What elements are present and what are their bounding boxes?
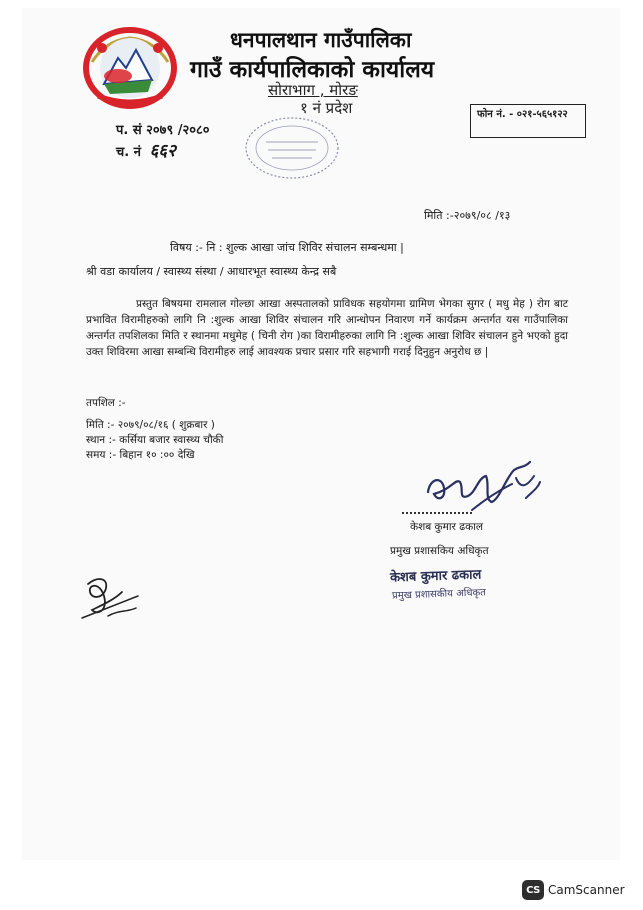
- details-heading: तपशिल :-: [86, 397, 126, 409]
- dispatch-label: च. नं: [116, 145, 141, 160]
- letter-date: मिति :-२०७९/०८ /१३: [424, 209, 511, 222]
- handwritten-signature-icon: [420, 448, 544, 520]
- office-title: गाउँ कार्यपालिकाको कार्यालय: [190, 57, 435, 83]
- details-date: मिति :- २०७९/०८/१६ ( शुक्रबार ): [86, 419, 215, 431]
- nepal-emblem-icon: [82, 22, 178, 110]
- letter-number: प. सं २०७९ /२०८०: [116, 123, 210, 138]
- recipient-line: श्री वडा कार्यालय / स्वास्थ्य संस्था / आधारभूत स्वास्थ्य केन्द्र सबै: [86, 265, 337, 278]
- province-line: १ नं प्रदेश: [300, 99, 353, 117]
- office-stamp-icon: [238, 112, 346, 184]
- dispatch-value: ६६२: [149, 141, 176, 161]
- letter-body: प्रस्तुत बिषयमा रामलाल गोल्छा आखा अस्पतालको प्राविधक सहयोगमा ग्रामिण भेगका सुगर ( मधु मेह ) रोग बाट प्रभावित विरामीहरुको लागि नि :शुल्क आखा शिविर संचालन गरि आन्धोपन निवारण गर्ने कार्यक्रम अन्तर्गत यस गाउँपालिका अन्तर्गत तपशिलका मिति र स्थानमा मधुमेह ( चिनी रोग )का विरामीहरुका लागि नि :शुल्क आखा शिविर संचालन हुने भएको हुदा उक्त शिविरमा आखा सम्बन्धि विरामीहरु लाई आवश्यक प्रचार प्रसार गरि सहभागी गराई दिनुहुन अनुरोध छ |: [86, 298, 568, 358]
- details-place: स्थान :- कर्सिया बजार स्वास्थ्य चौकी: [86, 434, 224, 446]
- signer-name: केशब कुमार ढकाल: [410, 521, 484, 533]
- phone-box: फोन नं. - ०२१-५६५१२२: [470, 104, 586, 138]
- camscanner-watermark: CamScanner: [548, 883, 625, 897]
- name-seal-title: प्रमुख प्रशासकीय अधिकृत: [391, 587, 487, 602]
- signer-title: प्रमुख प्रशासकिय अधिकृत: [390, 545, 489, 557]
- initial-signature-icon: [78, 570, 144, 622]
- camscanner-logo-icon: CS: [522, 880, 544, 900]
- signature-dotted-line: [402, 512, 472, 514]
- location-line: सोराभाग , मोरङ: [268, 81, 358, 99]
- org-name: धनपालथान गाउँपालिका: [230, 28, 412, 52]
- name-seal-name: केशब कुमार ढकाल: [389, 567, 482, 586]
- subject-line: विषय :- नि : शुल्क आखा जांच शिविर संचालन सम्बन्धमा |: [170, 241, 404, 254]
- dispatch-number: [116, 138, 176, 161]
- details-time: समय :- बिहान १० :०० देखि: [86, 449, 195, 461]
